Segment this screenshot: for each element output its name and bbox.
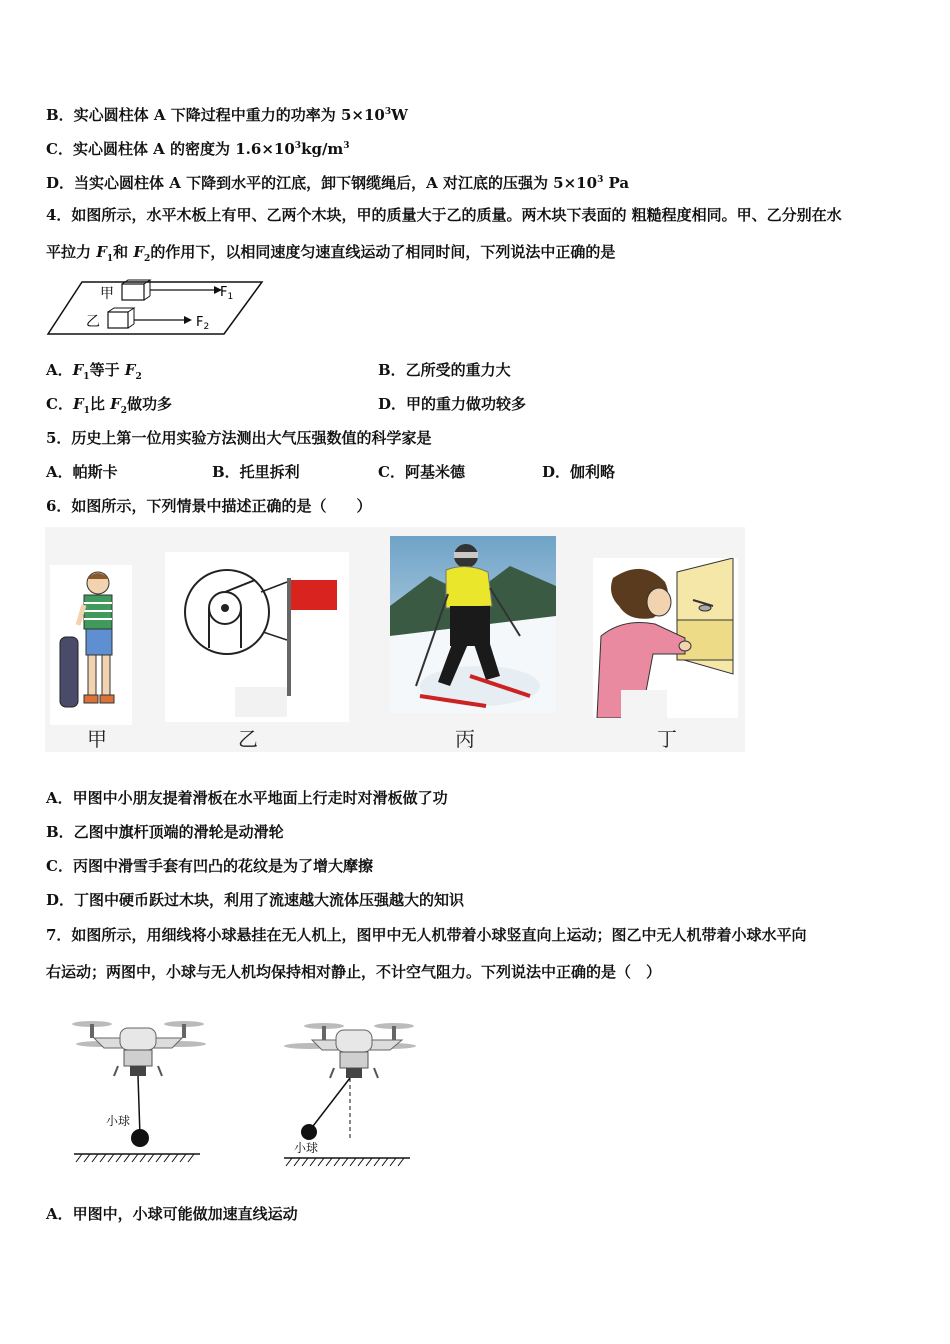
exponent: 3 [384,107,392,117]
text: 等于 [89,361,125,379]
exponent: 3 [597,175,604,185]
subscript: 1 [83,406,90,416]
subscript: 1 [106,254,114,264]
text: 比 [89,395,111,413]
q4-option-d: D．甲的重力做功较多 [378,395,527,413]
q3-option-c-text: C．实心圆柱体 A 的密度为 1.6×10 [46,140,295,158]
label-f2: $F_2$ [196,315,210,332]
q6-option-a: A．甲图中小朋友提着滑板在水平地面上行走时对滑板做了功 [46,789,448,807]
text: 和 [113,243,134,261]
label-f1: $F_1$ [220,285,234,302]
unit: W [391,106,408,124]
q7-option-a: A．甲图中，小球可能做加速直线运动 [46,1205,298,1223]
q4-stem-line2 [46,242,615,269]
unit: Pa [603,174,630,192]
figure-label-jia: 甲 [87,727,107,751]
q3-option-c [46,136,350,159]
q3-option-b-text: B．实心圆柱体 A 下降过程中重力的功率为 5×10 [46,106,385,124]
q6-stem: 6．如图所示，下列情景中描述正确的是（ ） [46,497,372,515]
q5-option-d: D．伽利略 [542,463,616,481]
ball [301,1124,317,1140]
q3-option-d [46,170,629,193]
force-symbol: F [72,395,84,413]
q6-option-d: D．丁图中硬币跃过木块，利用了流速越大流体压强越大的知识 [46,891,465,909]
force-symbol: F [110,395,121,413]
subscript: 2 [135,372,142,382]
q5-stem: 5．历史上第一位用实验方法测出大气压强数值的科学家是 [46,429,432,447]
block-jia [122,284,144,300]
figure-label-yi: 乙 [238,727,258,751]
label-jia: 甲 [100,286,114,302]
force-symbol: F [96,243,107,261]
q7-stem-line2: 右运动；两图中，小球与无人机均保持相对静止，不计空气阻力。下列说法中正确的是（ ） [46,963,662,981]
drone-figure-yi [280,1012,420,1170]
q4-option-a [46,360,142,387]
exponent: 3 [294,141,302,151]
drone-figure-jia [68,1012,208,1164]
ball [131,1129,149,1147]
block-yi [108,312,128,328]
text: 平拉力 [46,243,97,261]
subscript: 2 [144,254,151,264]
q5-option-c: C．阿基米德 [378,463,465,481]
text: 做功多 [127,395,173,413]
q4-figure-board [44,278,269,340]
subscript: 2 [120,406,128,416]
q5-option-b: B．托里拆利 [212,463,300,481]
girl-blowing-coin-illustration [593,558,738,718]
q4-option-c [46,394,172,421]
unit: kg/m [301,140,344,158]
option-letter: C． [46,395,73,413]
q6-figure-panel [45,527,745,752]
subscript: 1 [83,372,90,382]
force-symbol: F [72,361,84,379]
q4-option-b: B．乙所受的重力大 [378,361,511,379]
ball-label: 小球 [106,1114,131,1128]
skier-photo [390,536,556,713]
ball-label: 小球 [294,1141,319,1155]
exponent: 3 [343,141,350,151]
figure-label-ding: 丁 [657,727,677,751]
force-symbol: F [124,361,136,379]
q5-option-a: A．帕斯卡 [46,463,118,481]
text: 的作用下，以相同速度匀速直线运动了相同时间，下列说法中正确的是 [150,243,616,261]
q6-option-b: B．乙图中旗杆顶端的滑轮是动滑轮 [46,823,284,841]
q6-option-c: C．丙图中滑雪手套有凹凸的花纹是为了增大摩擦 [46,857,373,875]
q4-stem-line1: 4．如图所示，水平木板上有甲、乙两个木块，甲的质量大于乙的质量。两木块下表面的 粗糙程度相同。甲、乙分别在水 [46,206,842,224]
q7-stem-line1: 7．如图所示，用细线将小球悬挂在无人机上，图甲中无人机带着小球竖直向上运动；图乙中无人机带着小球水平向 [46,926,807,944]
q3-option-b [46,102,408,125]
option-letter: A． [46,361,73,379]
flagpole-pulley-illustration [165,552,349,722]
string [310,1078,350,1130]
label-yi: 乙 [86,314,100,330]
string [138,1076,140,1136]
force-symbol: F [133,243,145,261]
q3-option-d-text: D．当实心圆柱体 A 下降到水平的江底，卸下钢缆绳后，A 对江底的压强为 5×10 [46,174,598,192]
figure-label-bing: 丙 [455,727,475,751]
child-with-skateboard-illustration [50,565,132,725]
